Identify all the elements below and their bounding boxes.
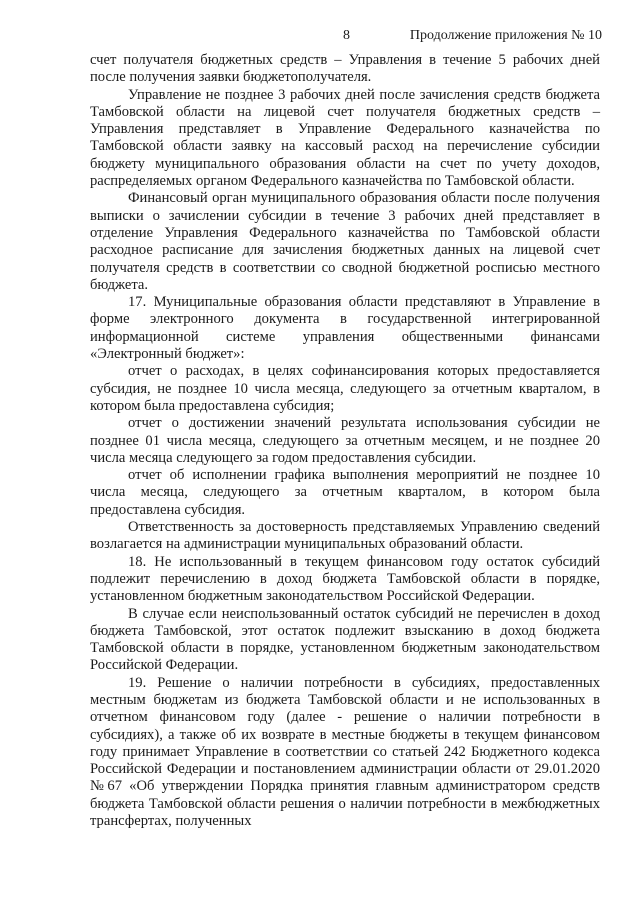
page-number: 8 (343, 28, 350, 43)
paragraph-11: 19. Решение о наличии потребности в субсидиях, предоставленных местным бюджетам из бюджета Тамбовской области и не использованных в отчетном финансовом году (далее - решение о наличии потребности в субсидиях), а также об их возврате в местные бюджеты в текущем финансовом году принимает Управление в соответствии со статьей 242 Бюджетного кодекса Российской Федерации и постановлением администрации области от 29.01.2020 №67 «Об утверждении Порядка принятия главным администратором средств бюджета Тамбовской области решения о наличии потребности в межбюджетных трансфертах, полученных (90, 674, 600, 830)
paragraph-7: отчет об исполнении графика выполнения мероприятий не позднее 10 числа месяца, следующего за отчетным кварталом, в котором была предоставлена субсидия. (90, 467, 600, 518)
paragraph-1: счет получателя бюджетных средств – Управления в течение 5 рабочих дней после получения заявки бюджетополучателя. (90, 52, 600, 86)
paragraph-10: В случае если неиспользованный остаток субсидий не перечислен в доход бюджета Тамбовской, этот остаток подлежит взысканию в доход бюджета Тамбовской области в порядке, установленном бюджетным законодательством Российской Федерации. (90, 605, 600, 674)
paragraph-6: отчет о достижении значений результата использования субсидии не позднее 01 числа месяца, следующего за отчетным месяцем, и не позднее 20 числа месяца следующего за годом предоставления субсидии. (90, 415, 600, 466)
paragraph-5: отчет о расходах, в целях софинансирования которых предоставляется субсидия, не позднее 10 числа месяца, следующего за отчетным кварталом, в котором была предоставлена субсидия; (90, 363, 600, 414)
paragraph-9: 18. Не использованный в текущем финансовом году остаток субсидий подлежит перечислению в доход бюджета Тамбовской области в порядке, установленном бюджетным законодательством Российской Федерации. (90, 553, 600, 605)
paragraph-2: Управление не позднее 3 рабочих дней после зачисления средств бюджета Тамбовской области на лицевой счет получателя бюджетных средств – Управления представляет в Управление Федерального казначейства по Тамбовской области заявку на кассовый расход на перечисление субсидии бюджету муниципального образования области на счет по учету доходов, распределяемых органом Федерального казначейства по Тамбовской области. (90, 86, 600, 190)
continuation-label: Продолжение приложения № 10 (409, 28, 602, 43)
paragraph-4: 17. Муниципальные образования области представляют в Управление в форме электронного документа в государственной интегрированной информационной системе управления общественными финансами «Электронный бюджет»: (90, 294, 600, 363)
page-header (0, 28, 640, 48)
document-body (90, 52, 600, 830)
paragraph-8: Ответственность за достоверность представляемых Управлению сведений возлагается на администрации муниципальных образований области. (90, 519, 600, 553)
paragraph-3: Финансовый орган муниципального образования области после получения выписки о зачислении субсидии в течение 3 рабочих дней представляет в отделение Управления Федерального казначейства по Тамбовской области расходное расписание для зачисления бюджетных данных на лицевой счет получателя средств в соответствии со сводной бюджетной росписью местного бюджета. (90, 190, 600, 293)
